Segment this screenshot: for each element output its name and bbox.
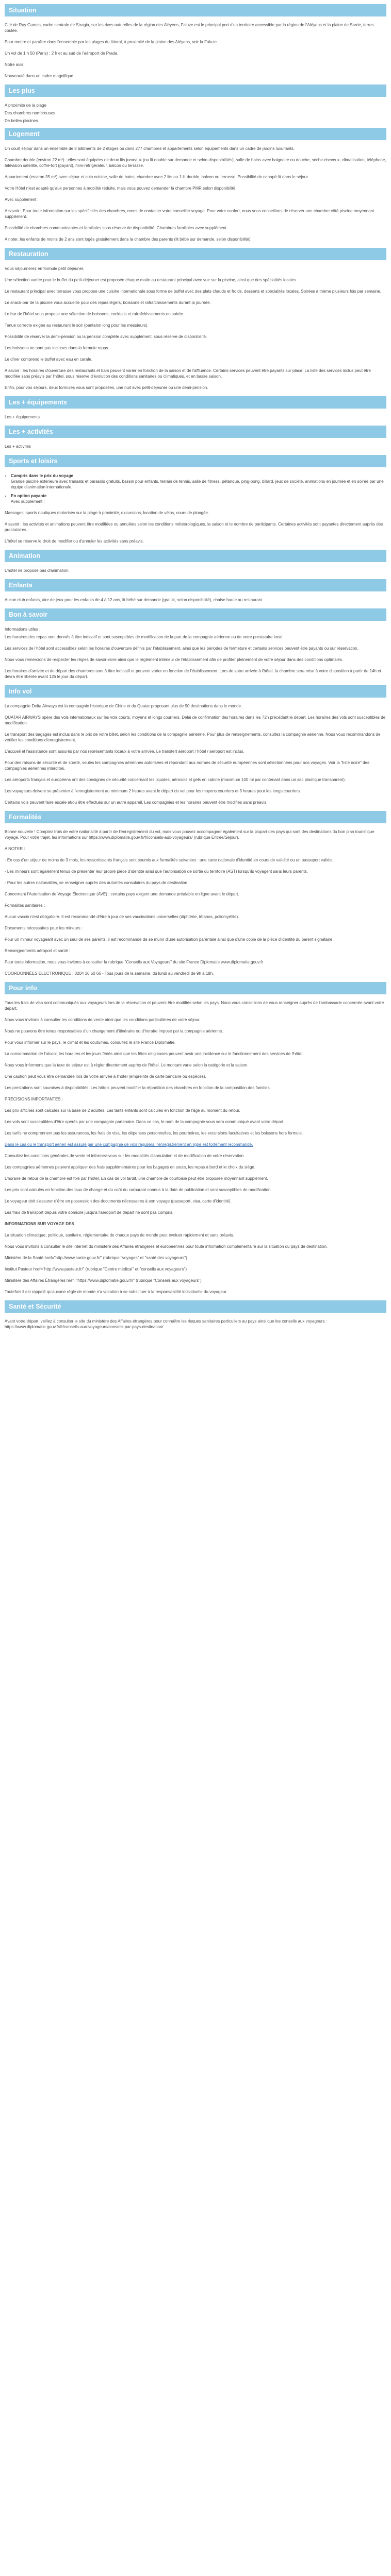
- pourinfo-paragraph: La consommation de l'alcool, les horaires et les jours fériés ainsi que les fêtes religieuses peuvent avoir une incidence sur le fonctionnement des services de l'hôtel.: [5, 1052, 304, 1056]
- restauration-paragraph: A savoir : les horaires d'ouverture des restaurants et bars peuvent varier en fonction de la saison et de l'affluence. Certains services peuvent être payants sur place. La liste des services inclus peut être modifiée sans préavis par l'hôtel, sous réserve d'évolution des conditions sanitaires ou climatiques, et en basse saison.: [5, 368, 371, 379]
- formalites-paragraph: Bonne nouvelle ! Comptez trois de votre nationalité à partir de l'enregistrement du vol, mais vous pouvez accompagner également sur la plupart des pays qui sont des destinations du bon plan touristique voyagé. Pour votre trajet, les informations sur https://www.diplomatie.gouv.fr/fr/conseils-aux-voyageurs/ (rubrique Entrée/Séjour).: [5, 829, 374, 840]
- restauration-paragraph: Le bar de l'hôtel vous propose une sélection de boissons, cocktails et rafraîchissements en soirée.: [5, 312, 184, 316]
- formalites-paragraph: A NOTER :: [5, 846, 25, 851]
- sports-paragraph: L'hôtel se réserve le droit de modifier ou d'annuler les activités sans préavis.: [5, 539, 144, 544]
- formalites-paragraph: Pour un mineur voyageant avec un seul de ses parents, il est recommandé de se munir d'une autorisation parentale ainsi que d'une copie de la pièce d'identité du parent signataire.: [5, 937, 334, 942]
- section-title: Les plus: [9, 87, 35, 94]
- section-header-restauration: [5, 248, 386, 260]
- pourinfo-info-paragraph: Institut Pasteur href="http://www.pasteur.fr/" (rubrique "Centre médical" et "conseils aux voyageurs"): [5, 1267, 187, 1272]
- section-title: Pour info: [9, 985, 37, 992]
- restauration-paragraph: Le restaurant principal avec terrasse vous propose une cuisine internationale sous forme de buffet avec des plats chauds et froids, desserts et spécialités locales. Soirées à thème plusieurs fois par semaine.: [5, 289, 382, 294]
- situation-paragraph: Notre avis :: [5, 62, 26, 67]
- formalites-paragraph: Pour toute information, nous vous invitons à consulter la rubrique "Conseils aux Voyageurs" du site France Diplomatie www.diplomatie.gouv.fr: [5, 960, 263, 964]
- section-header-equipements: [5, 396, 386, 409]
- situation-paragraph: Pour mettre et paraître dans l'ensemble par les plages du littoral, à proximité de la plaine des Aléyens, voir la Faluze.: [5, 40, 218, 44]
- sante-body: [5, 1318, 386, 1330]
- formalites-paragraph: Documents nécessaires pour les mineurs :: [5, 926, 83, 930]
- equipements-text: Les + équipements: [5, 415, 40, 419]
- section-header-activites: [5, 426, 386, 438]
- pourinfo-extra-paragraph: Les prix sont calculés en fonction des taux de change et du coût du carburant connus à la date de publication et sont susceptibles de modification.: [5, 1188, 272, 1192]
- infovol-paragraph: Les aéroports français et européens ont des consignes de sécurité concernant les liquides, aérosols et gels en cabine (maximum 100 ml par contenant dans un sac plastique transparent).: [5, 777, 346, 782]
- logement-paragraph: Votre Hôtel n'est adapté qu'aux personnes à mobilité réduite, mais vous pouvez demander la chambre PMR selon disponibilité.: [5, 186, 237, 191]
- restauration-paragraph: Tenue correcte exigée au restaurant le soir (pantalon long pour les messieurs).: [5, 323, 149, 328]
- section-header-logement: [5, 128, 386, 140]
- section-title: Bon à savoir: [9, 611, 48, 618]
- section-title: Situation: [9, 7, 37, 14]
- formalites-paragraph: Formalités sanitaires :: [5, 903, 45, 908]
- sante-paragraph: Avant votre départ, veillez à consulter le site du ministère des Affaires étrangères pour connaître les risques sanitaires particuliers au pays ainsi que les conseils aux voyageurs : https://www.diplomatie.gouv.fr/fr/conseils-aux-voyageurs/conseils-par-pays-destination/: [5, 1319, 327, 1329]
- formalites-paragraph: Concernant l'Autorisation de Voyage Électronique (AVE) : certains pays exigent une demande préalable en ligne avant le départ.: [5, 892, 239, 896]
- sports-list: [5, 473, 386, 504]
- plus-body: [5, 103, 386, 124]
- pourinfo-paragraph: Une caution peut vous être demandée lors de votre arrivée à l'hôtel (empreinte de carte bancaire ou espèces).: [5, 1074, 206, 1079]
- pourinfo-extra-paragraph: Les compagnies aériennes peuvent appliquer des frais supplémentaires pour les bagages en soute, les repas à bord et le choix du siège.: [5, 1165, 256, 1170]
- pourinfo-info-body: [5, 1232, 386, 1295]
- pourinfo-extra-bold[interactable]: Dans le cas où le transport aérien est assuré par une compagnie de vols réguliers, l'enregistrement en ligne est fortement recommandé.: [5, 1142, 253, 1147]
- logement-paragraph: Un court séjour dans un ensemble de 8 bâtiments de 2 étages ou dans 277 chambres et appartements selon équipements dans un cadre de jardins luxuriants.: [5, 146, 295, 151]
- pourinfo-info-paragraph: Nous vous invitons à consulter le site internet du ministère des Affaires étrangères et européennes pour toute information complémentaire sur la situation du pays de destination.: [5, 1244, 328, 1249]
- section-title: Logement: [9, 130, 40, 138]
- section-header-bonsavoir: [5, 608, 386, 621]
- pourinfo-info-paragraph: Ministère de la Santé href="http://www.sante.gouv.fr/" (rubrique "voyages" et "santé des voyageurs"): [5, 1256, 187, 1260]
- infovol-paragraph: Pour des raisons de sécurité et de sûreté, seules les compagnies aériennes autorisées et répondant aux normes de sécurité européennes sont sélectionnées pour nos voyages. Voir la "liste noire" des compagnies aériennes interdites.: [5, 760, 369, 771]
- animation-text: L'hôtel ne propose pas d'animation.: [5, 568, 70, 573]
- sports-list-item: [11, 473, 386, 490]
- pourinfo-paragraph: Nous vous informons que la taxe de séjour est à régler directement auprès de l'hôtel. Le montant varie selon la catégorie et la saison.: [5, 1063, 249, 1067]
- section-title: Animation: [9, 552, 41, 560]
- section-header-animation: [5, 550, 386, 562]
- infovol-paragraph: La compagnie Delta Airways est la compagnie historique de Chine et du Quatar proposant plus de 90 destinations dans le monde.: [5, 704, 242, 708]
- sports-item-text: Avec supplément :: [11, 499, 45, 504]
- restauration-paragraph: Le snack-bar de la piscine vous accueille pour des repas légers, boissons et rafraîchissements durant la journée.: [5, 300, 211, 305]
- formalites-paragraph: - En cas d'un séjour de moins de 3 mois, les ressortissants français sont soumis aux formalités suivantes : une carte nationale d'identité en cours de validité ou un passeport valide.: [5, 858, 333, 862]
- restauration-body: [5, 266, 386, 391]
- pourinfo-info-paragraph: Toutefois il est rappelé qu'aucune règle de monde n'a vocation à se substituer à la responsabilité individuelle du voyageur.: [5, 1290, 227, 1294]
- pourinfo-paragraph: Les prix affichés sont calculés sur la base de 2 adultes. Les tarifs enfants sont calculés en fonction de l'âge au moment du retour.: [5, 1108, 240, 1113]
- section-title: Sports et loisirs: [9, 457, 58, 465]
- activites-text: Les + activités: [5, 444, 31, 449]
- section-title: Info vol: [9, 688, 32, 695]
- section-header-situation: [5, 4, 386, 16]
- pourinfo-extra-paragraph: Le voyageur doit s'assurer d'être en possession des documents nécessaires à son voyage (passeport, visa, carte d'identité).: [5, 1199, 232, 1204]
- section-header-sports: [5, 455, 386, 467]
- pourinfo-paragraph: Nous ne pouvons être tenus responsables d'un changement d'itinéraire ou d'horaire imposé par la compagnie aérienne.: [5, 1029, 223, 1033]
- plus-item: A proximité de la plage: [5, 103, 46, 108]
- formalites-paragraph: Aucun vaccin n'est obligatoire. Il est recommandé d'être à jour de ses vaccinations universelles (diphtérie, tétanos, poliomyélite).: [5, 914, 239, 919]
- situation-paragraph: Nouveauté dans un cadre magnifique: [5, 74, 73, 78]
- infovol-paragraph: Certains vols peuvent faire escale et/ou être effectués sur un autre appareil. Les compagnies et les horaires peuvent être modifiés sans préavis.: [5, 800, 268, 805]
- section-title: Restauration: [9, 250, 48, 258]
- pourinfo-info-paragraph: La situation climatique, politique, sanitaire, réglementaire de chaque pays de monde peut évoluer rapidement et sans préavis.: [5, 1233, 234, 1238]
- formalites-paragraph: - Pour les autres nationalités, se renseigner auprès des autorités consulaires du pays de destination.: [5, 880, 189, 885]
- restauration-paragraph: Les boissons ne sont pas incluses dans la formule repas.: [5, 346, 109, 350]
- section-title: Les + activités: [9, 428, 53, 435]
- logement-paragraph: Appartement (environ 35 m²) avec séjour et coin cuisine, salle de bains, chambre avec 2 lits ou 1 lit double, balcon ou terrasse. Possibilité de canapé-lit dans le séjour.: [5, 175, 309, 179]
- logement-paragraph: A noter, les enfants de moins de 2 ans sont logés gratuitement dans la chambre des parents (lit bébé sur demande, selon disponibilité).: [5, 237, 252, 242]
- plus-item: Des chambres nombreuses: [5, 111, 55, 115]
- sports-item-text: Grande piscine extérieure avec transats et parasols gratuits, bassin pour enfants, terrain de tennis, salle de fitness, pétanque, ping-pong, billard, jeux de société, animations en journée et en soirée par une équipe d'animation internationale.: [11, 479, 384, 489]
- infovol-body: [5, 703, 386, 805]
- bonsavoir-body: [5, 634, 386, 680]
- bonsavoir-paragraph: Les horaires d'arrivée et de départ des chambres sont à titre indicatif et peuvent varier en fonction de l'établissement. Lors de votre arrivée à l'hôtel, la chambre sera mise à votre disposition à partir de 14h et devra être libérée avant 12h le jour du départ.: [5, 669, 381, 679]
- formalites-paragraph: COORDONNÉES ÉLECTRONIQUE : 0204 16 50 66 - Tous jours de la semaine, du lundi au vendredi de 9h à 18h.: [5, 971, 214, 976]
- pourinfo-paragraph: Pour vous informer sur le pays, le climat et les coutumes, consultez le site France Diplomatie.: [5, 1040, 176, 1045]
- section-header-formalites: [5, 811, 386, 823]
- bonsavoir-paragraph: Nous vous remercions de respecter les règles de savoir-vivre ainsi que le règlement intérieur de l'établissement afin de profiter pleinement de votre séjour dans des conditions optimales.: [5, 657, 344, 662]
- sports-item-heading: • Compris dans le prix du voyage: [11, 473, 73, 478]
- formalites-body: [5, 829, 386, 976]
- restauration-paragraph: Une sélection variée pour le buffet du petit-déjeuner est proposée chaque matin au restaurant principal avec vue sur la piscine, ainsi que des spécialités locales.: [5, 278, 298, 282]
- infovol-paragraph: QUATAR AIRWAYS opère des vols internationaux sur les vols courts, moyens et longs courriers. Délai de confirmation des horaires dans les 72h précédant le départ. Les horaires des vols sont susceptibles de modification.: [5, 715, 386, 725]
- pourinfo-paragraph: Tous les frais de visa sont communiqués aux voyageurs lors de la réservation et peuvent être modifiés selon les pays. Nous vous conseillons de vous renseigner auprès de l'ambassade concernée avant votre départ.: [5, 1001, 384, 1011]
- pourinfo-extra-body: [5, 1153, 386, 1215]
- pourinfo-paragraph: PRÉCISIONS IMPORTANTES :: [5, 1097, 63, 1101]
- bonsavoir-paragraph: Les horaires des repas sont donnés à titre indicatif et sont susceptibles de modification de la part de la compagnie aérienne ou de votre prestataire local.: [5, 635, 284, 639]
- situation-body: [5, 22, 386, 79]
- sports-paragraph: Massages, sports nautiques motorisés sur la plage à proximité, excursions, location de vélos, cours de plongée.: [5, 511, 209, 515]
- pourinfo-paragraph: Les vols sont susceptibles d'être opérés par une compagnie partenaire. Dans ce cas, le nom de la compagnie vous sera communiqué avant votre départ.: [5, 1120, 285, 1124]
- pourinfo-paragraph: Les tarifs ne comprennent pas les assurances, les frais de visa, les dépenses personnelles, les pourboires, les excursions facultatives et les boissons hors formule.: [5, 1131, 303, 1136]
- sports-item-heading: • En option payante: [11, 494, 47, 498]
- section-title: Formalités: [9, 814, 42, 821]
- section-header-infovol: [5, 685, 386, 698]
- section-header-plus: [5, 84, 386, 97]
- situation-paragraph: Cité de Ruy Gumes, cadre centrale de Stragia, sur les rives naturelles de la région des Aléyens, Faluze est le principal port d'un territoire accessible par la région de l'Aléyens et la plaine de Sarrie, terres coulée.: [5, 23, 374, 33]
- infovol-paragraph: L'accueil et l'assistance sont assurés par nos représentants locaux à votre arrivée. Le transfert aéroport / hôtel / aéroport est inclus.: [5, 749, 245, 754]
- pourinfo-info-paragraph: Ministère des Affaires Étrangères href="https://www.diplomatie.gouv.fr/" (rubrique "Conseils aux voyageurs"): [5, 1278, 202, 1283]
- pourinfo-paragraph: Nous vous invitons à consulter les conditions de vente ainsi que les conditions particulières de votre séjour.: [5, 1018, 201, 1022]
- restauration-paragraph: Vous séjournerez en formule petit déjeuner.: [5, 266, 85, 271]
- bonsavoir-paragraph: Les services de l'hôtel sont accessibles selon les horaires d'ouverture définis par l'établissement, ainsi que les périodes de fermeture et certains services peuvent être payants ou sur réservation.: [5, 646, 359, 651]
- pourinfo-paragraph: Les prestations sont soumises à disponibilités. Les hôtels peuvent modifier la répartition des chambres en fonction de la composition des familles.: [5, 1086, 271, 1090]
- restauration-paragraph: Enfin, pour vos séjours, deux formules vous sont proposées, une nuit avec petit-déjeuner ou une demi-pension.: [5, 385, 208, 390]
- section-header-pourinfo: [5, 982, 386, 994]
- pourinfo-info-header: INFORMATIONS SUR VOYAGE DES: [5, 1222, 74, 1226]
- infovol-paragraph: Les voyageurs doivent se présenter à l'enregistrement au minimum 2 heures avant le départ du vol pour les moyens courriers et 3 heures pour les longs courriers.: [5, 789, 301, 793]
- plus-item: De belles piscines: [5, 118, 38, 123]
- formalites-paragraph: - Les mineurs sont également tenus de présenter leur propre pièce d'identité ainsi que l'autorisation de sortie du territoire (AST) lorsqu'ils voyagent sans leurs parents.: [5, 869, 308, 874]
- formalites-paragraph: Renseignements aéroport et santé :: [5, 948, 71, 953]
- sports-list-item: [11, 493, 386, 504]
- enfants-text: Aucun club enfants, aire de jeux pour les enfants de 4 à 12 ans, lit bébé sur demande (gratuit, selon disponibilité), chaise haute au restaurant.: [5, 598, 264, 602]
- section-header-sante: [5, 1300, 386, 1313]
- section-header-enfants: [5, 579, 386, 591]
- pourinfo-body: [5, 1000, 386, 1136]
- situation-paragraph: Un vol de 1 h 50 (Paris) ; 2 h et au sud de l'aéroport de Prada.: [5, 51, 119, 56]
- infovol-paragraph: Le transport des bagages est inclus dans le prix de votre billet, selon les conditions de la compagnie aérienne. Pour plus de renseignements, consultez la compagnie aérienne. Nous vous recommandons de vérifier les conditions d'enregistrement.: [5, 732, 381, 742]
- logement-paragraph: Avec supplément :: [5, 197, 39, 202]
- pourinfo-extra-paragraph: Consultez les conditions générales de vente et informez-vous sur les modalités d'annulation et de modification de votre réservation.: [5, 1154, 245, 1158]
- section-title: Les + équipements: [9, 399, 67, 406]
- section-title: Enfants: [9, 582, 32, 589]
- restauration-paragraph: Le dîner comprend le buffet avec eau en carafe.: [5, 357, 93, 362]
- logement-paragraph: Chambre double (environ 22 m²) : elles sont équipées de deux lits jumeaux (ou lit double sur demande et selon disponibilités), salle de bains avec baignoire ou douche, sèche-cheveux, climatisation, téléphone, télévision satellite, coffre-fort (payant), mini-réfrigérateur, balcon ou terrasse.: [5, 158, 386, 168]
- logement-paragraph: Possibilité de chambres communicantes et familiales sous réserve de disponibilité. Chambres familiales avec supplément.: [5, 226, 228, 230]
- bonsavoir-intro: Informations utiles :: [5, 627, 41, 632]
- logement-paragraph: A savoir : Pour toute information sur les spécificités des chambres, merci de contacter votre conseiller voyage. Pour votre confort, nous vous conseillons de réserver une chambre côté piscine moyennant supplément.: [5, 209, 374, 219]
- restauration-paragraph: Possibilité de réserver la demi-pension ou la pension complète avec supplément, sous réserve de disponibilité.: [5, 334, 207, 339]
- section-title: Santé et Sécurité: [9, 1303, 61, 1310]
- sports-body: [5, 473, 386, 544]
- pourinfo-extra-paragraph: L'horaire de retour de la chambre est fixé par l'hôtel. En cas de vol tardif, une chambre de courtoisie peut être proposée moyennant supplément.: [5, 1176, 268, 1181]
- logement-body: [5, 146, 386, 242]
- pourinfo-extra-paragraph: Les frais de transport depuis votre domicile jusqu'à l'aéroport de départ ne sont pas compris.: [5, 1210, 174, 1215]
- sports-paragraph: A savoir : les activités et animations peuvent être modifiées ou annulées selon les conditions météorologiques, la saison et le nombre de participants. Certaines activités sont payantes directement auprès des prestataires.: [5, 522, 383, 532]
